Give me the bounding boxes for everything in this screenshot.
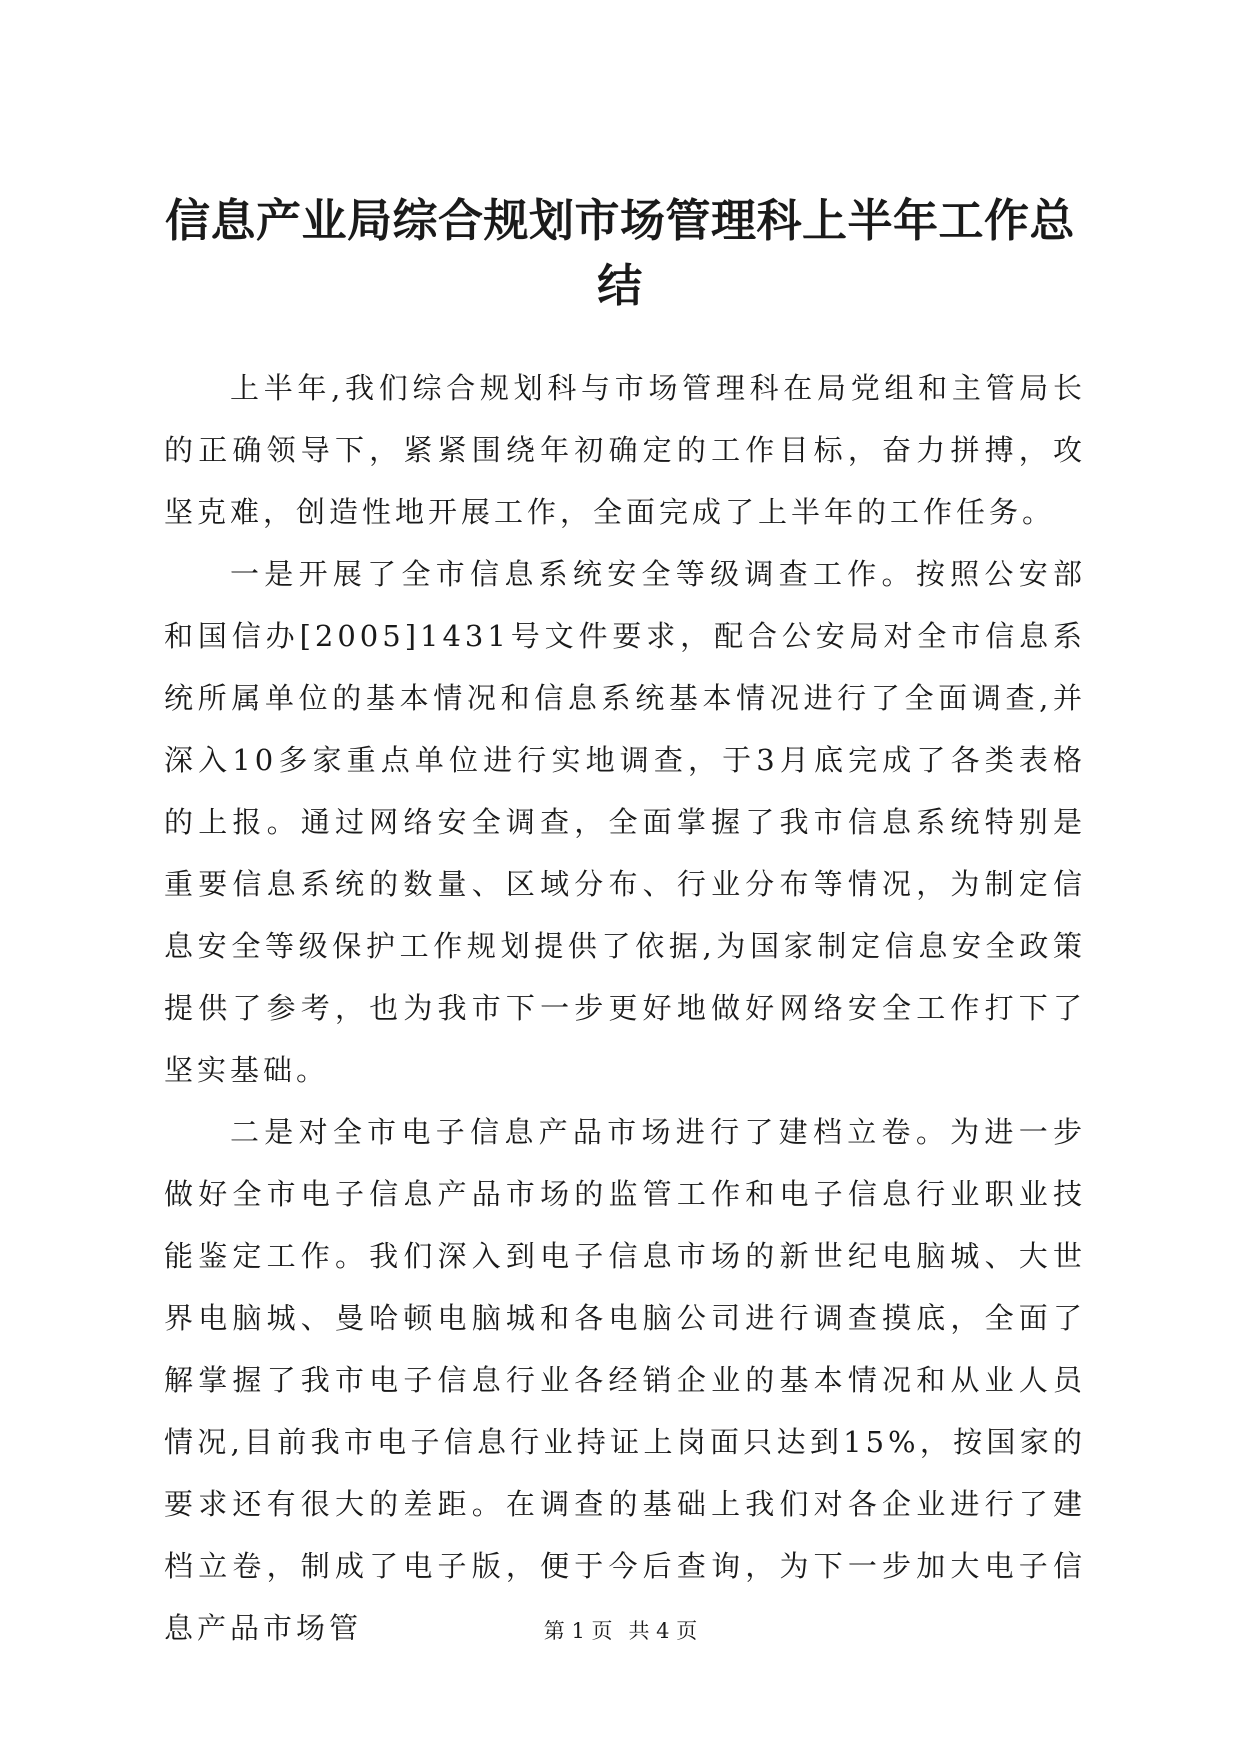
page-footer (0, 1618, 1241, 1644)
paragraph-security-survey: 一是开展了全市信息系统安全等级调查工作。按照公安部和国信办[2005]1431号文件要求，配合公安局对全市信息系统所属单位的基本情况和信息系统基本情况进行了全面调查,并深入10多家重点单位进行实地调查，于3月底完成了各类表格的上报。通过网络安全调查，全面掌握了我市信息系统特别是重要信息系统的数量、区域分布、行业分布等情况，为制定信息安全等级保护工作规划提供了依据,为国家制定信息安全政策提供了参考，也为我市下一步更好地做好网络安全工作打下了坚实基础。 (164, 557, 1086, 1087)
paragraph-intro: 上半年,我们综合规划科与市场管理科在局党组和主管局长的正确领导下，紧紧围绕年初确定的工作目标，奋力拼搏，攻坚克难，创造性地开展工作，全面完成了上半年的工作任务。 (164, 371, 1086, 529)
paragraph-market-records: 二是对全市电子信息产品市场进行了建档立卷。为进一步做好全市电子信息产品市场的监管工作和电子信息行业职业技能鉴定工作。我们深入到电子信息市场的新世纪电脑城、大世界电脑城、曼哈顿电脑城和各电脑公司进行调查摸底，全面了解掌握了我市电子信息行业各经销企业的基本情况和从业人员情况,目前我市电子信息行业持证上岗面只达到15%，按国家的要求还有很大的差距。在调查的基础上我们对各企业进行了建档立卷，制成了电子版，便于今后查询，为下一步加大电子信息产品市场管 (164, 1115, 1086, 1645)
document-body (164, 357, 1086, 1659)
document-title: 信息产业局综合规划市场管理科上半年工作总结 (164, 194, 1075, 312)
page-total: 共 4 页 (628, 1619, 698, 1643)
page-number: 第 1 页 (543, 1619, 613, 1643)
